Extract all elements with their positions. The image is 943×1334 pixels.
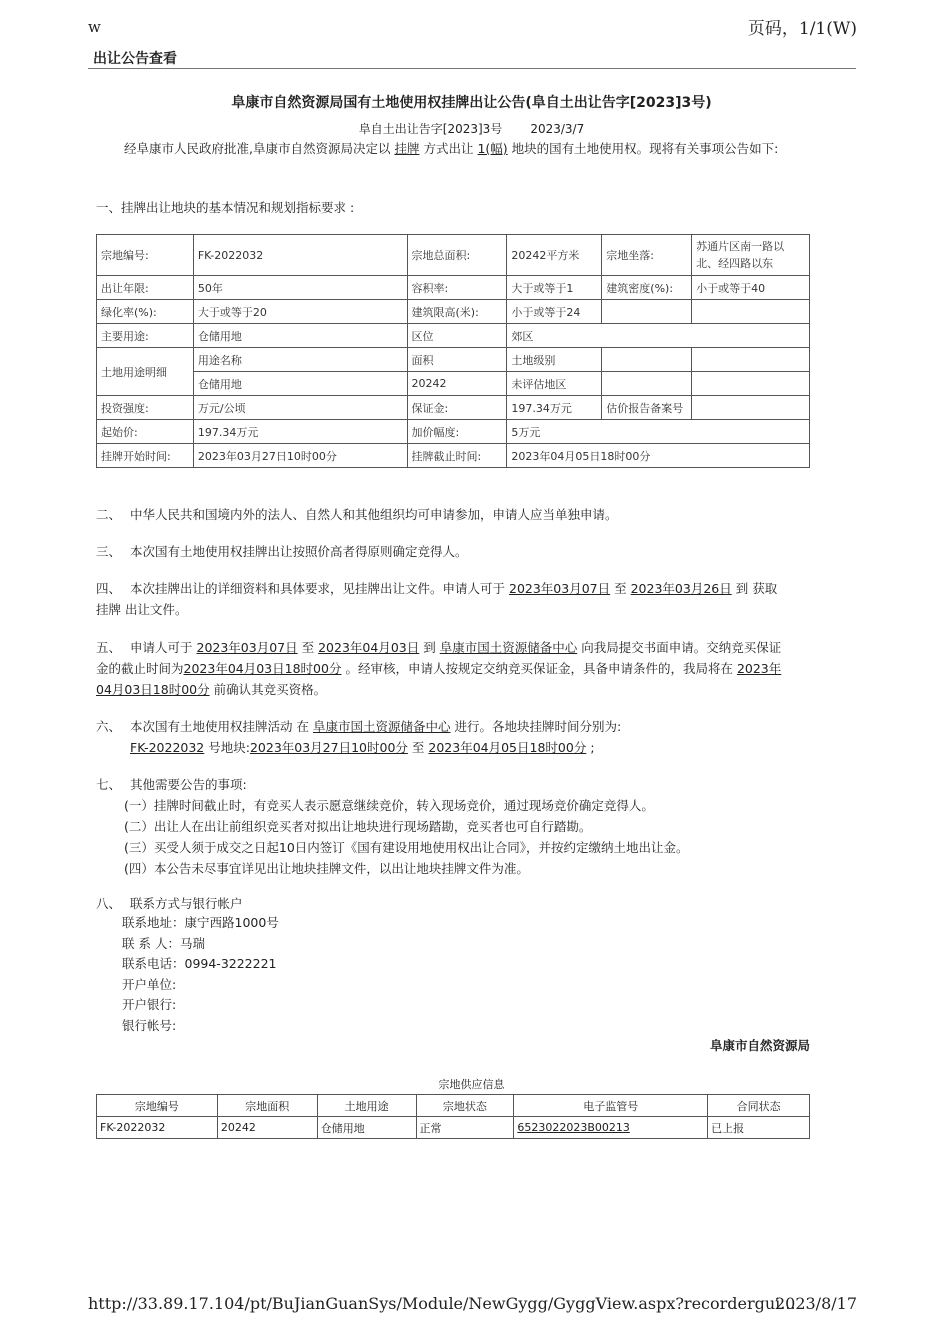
section-text: 到 [423, 640, 436, 655]
bank-name: 开户银行: [122, 997, 177, 1012]
section-text: 联系方式与银行帐户 [130, 896, 243, 911]
parcel-code: FK-2022032 [130, 740, 205, 755]
column-header: 宗地面积 [217, 1095, 317, 1117]
intro-text: 经阜康市人民政府批准,阜康市自然资源局决定以 [124, 141, 391, 156]
intro-text: 方式出让 [423, 141, 474, 156]
footer-date: 2023/8/17 [774, 1294, 857, 1313]
section-7 [96, 774, 810, 879]
table-cell: 宗地坐落: [602, 235, 692, 276]
table-cell: 20242 [407, 372, 507, 396]
section-text: 前确认其竞买资格。 [213, 682, 327, 697]
document-date: 2023/3/7 [530, 122, 585, 136]
table-cell: 未评估地区 [507, 372, 602, 396]
section-text: 金的截止时间为 [96, 661, 184, 676]
table-cell: 估价报告备案号 [602, 396, 692, 420]
table-cell: 2023年03月27日10时00分 [193, 444, 407, 468]
table-cell [602, 300, 692, 324]
section-number: 二、 [96, 507, 122, 522]
parcel-count: 1(幅) [477, 141, 508, 156]
section-text: 到 获取 [735, 581, 778, 596]
section-2 [96, 504, 810, 525]
column-header: 宗地状态 [416, 1095, 514, 1117]
document-code: 阜自土出让告字[2023]3号 [358, 122, 503, 136]
date-value: 2023年 [736, 661, 782, 676]
table-cell: 小于或等于40 [692, 276, 810, 300]
table-row [97, 348, 810, 372]
table-cell [692, 372, 810, 396]
w-mark: w [88, 18, 101, 36]
contact-phone: 联系电话：0994-3222221 [122, 956, 277, 971]
table-cell: 保证金: [407, 396, 507, 420]
section-text: 至 [411, 740, 425, 755]
issuer-signature: 阜康市自然资源局 [709, 1038, 810, 1053]
location-value: 阜康市国土资源储备中心 [439, 640, 578, 655]
table-cell: 50年 [193, 276, 407, 300]
table-cell: 出让年限: [97, 276, 194, 300]
table-cell: FK-2022032 [193, 235, 407, 276]
section-text: 其他需要公告的事项: [130, 777, 247, 792]
section-text: ; [590, 740, 595, 755]
table-cell [692, 348, 810, 372]
table-cell: 挂牌开始时间: [97, 444, 194, 468]
header-divider [88, 68, 856, 69]
table-cell: 大于或等于20 [193, 300, 407, 324]
section-text: 号地块: [208, 740, 250, 755]
section-text: 至 [301, 640, 315, 655]
table-cell [692, 300, 810, 324]
table-cell: 仓储用地 [317, 1117, 416, 1139]
table-cell: 197.34万元 [193, 420, 407, 444]
table-cell: 主要用途: [97, 324, 194, 348]
table-cell: 5万元 [507, 420, 810, 444]
section-number: 三、 [96, 544, 122, 559]
section-text: 本次国有土地使用权挂牌活动 在 [130, 719, 309, 734]
table-cell: 土地级别 [507, 348, 602, 372]
table-row [97, 444, 810, 468]
table-cell: 容积率: [407, 276, 507, 300]
table-cell: 土地用途明细 [97, 348, 194, 396]
table-cell: FK-2022032 [97, 1117, 218, 1139]
contact-address: 联系地址：康宁西路1000号 [122, 915, 279, 930]
supply-table-caption: 宗地供应信息 [438, 1078, 505, 1091]
intro-paragraph [96, 138, 808, 160]
section-3 [96, 541, 810, 562]
table-row [97, 300, 810, 324]
section-text: 向我局提交书面申请。交纳竞买保证 [581, 640, 782, 655]
section-text: 申请人可于 [130, 640, 193, 655]
table-cell: 仓储用地 [193, 372, 407, 396]
table-cell: 大于或等于1 [507, 276, 602, 300]
page-number: 页码，1/1(W) [747, 19, 857, 39]
table-cell: 郊区 [507, 324, 810, 348]
list-item: (四）本公告未尽事宜详见出让地块挂牌文件，以出让地块挂牌文件为准。 [124, 861, 529, 876]
date-value: 04月03日18时00分 [96, 682, 210, 697]
parcel-info-table [96, 234, 810, 468]
table-cell: 区位 [407, 324, 507, 348]
contact-block [122, 913, 279, 1036]
section-number: 四、 [96, 581, 122, 596]
transfer-method: 挂牌 [394, 141, 420, 156]
table-cell: 绿化率(%): [97, 300, 194, 324]
bank-account: 银行帐号: [122, 1017, 177, 1033]
table-cell [602, 348, 692, 372]
section-6 [96, 716, 810, 758]
section-text: 本次挂牌出让的详细资料和具体要求，见挂牌出让文件。申请人可于 [130, 581, 506, 596]
table-cell: 20242 [217, 1117, 317, 1139]
section-text: 进行。各地块挂牌时间分别为: [454, 719, 622, 734]
section-text: 中华人民共和国境内外的法人、自然人和其他组织均可申请参加，申请人应当单独申请。 [130, 507, 618, 522]
table-row [97, 276, 810, 300]
section-number: 八、 [96, 896, 122, 911]
column-header: 合同状态 [708, 1095, 810, 1117]
table-cell: 用途名称 [193, 348, 407, 372]
table-cell [602, 372, 692, 396]
section-number: 六、 [96, 719, 122, 734]
column-header: 电子监管号 [514, 1095, 708, 1117]
document-code-line [0, 120, 943, 137]
table-cell: 万元/公顷 [193, 396, 407, 420]
table-cell: 仓储用地 [193, 324, 407, 348]
table-cell: 建筑限高(米): [407, 300, 507, 324]
section-text: 本次国有土地使用权挂牌出让按照价高者得原则确定竞得人。 [130, 544, 468, 559]
table-cell: 20242平方米 [507, 235, 602, 276]
supply-info-table [96, 1094, 810, 1139]
table-row [97, 1117, 810, 1139]
table-row [97, 372, 810, 396]
table-cell: 挂牌截止时间: [407, 444, 507, 468]
table-cell: 面积 [407, 348, 507, 372]
section-text: 。经审核，申请人按规定交纳竞买保证金，具备申请条件的，我局将在 [345, 661, 733, 676]
section-4 [96, 578, 810, 620]
view-title: 出让公告查看 [93, 51, 177, 67]
table-cell: 投资强度: [97, 396, 194, 420]
date-value: 2023年04月05日18时00分 [428, 740, 587, 755]
footer-url: http://33.89.17.104/pt/BuJianGuanSys/Module/NewGygg/GyggView.aspx?recordergui... [88, 1294, 796, 1313]
column-header: 宗地编号 [97, 1095, 218, 1117]
list-item: (三）买受人须于成交之日起10日内签订《国有建设用地使用权出让合同》，并按约定缴纳土地出让金。 [124, 840, 689, 855]
table-cell: 宗地编号: [97, 235, 194, 276]
date-value: 2023年03月26日 [630, 581, 732, 596]
section-number: 七、 [96, 777, 122, 792]
section-5 [96, 637, 810, 700]
section-1-title: 一、挂牌出让地块的基本情况和规划指标要求 : [96, 200, 355, 215]
table-cell: 宗地总面积: [407, 235, 507, 276]
bank-unit: 开户单位: [122, 976, 177, 992]
intro-text: 地块的国有土地使用权。现将有关事项公告如下: [511, 141, 779, 156]
table-row [97, 324, 810, 348]
section-8 [96, 893, 810, 914]
table-cell: 已上报 [708, 1117, 810, 1139]
date-value: 2023年03月07日 [509, 581, 611, 596]
table-cell: 加价幅度: [407, 420, 507, 444]
section-number: 五、 [96, 640, 122, 655]
table-cell: 197.34万元 [507, 396, 602, 420]
document-title: 阜康市自然资源局国有土地使用权挂牌出让公告(阜自土出让告字[2023]3号) [231, 95, 712, 111]
supervision-number-link[interactable]: 6523022023B00213 [514, 1117, 708, 1139]
table-cell: 起始价: [97, 420, 194, 444]
table-cell: 正常 [416, 1117, 514, 1139]
contact-person: 联 系 人：马瑞 [122, 935, 205, 951]
list-item: (二）出让人在出让前组织竞买者对拟出让地块进行现场踏勘，竞买者也可自行踏勘。 [124, 819, 592, 834]
list-item: (一）挂牌时间截止时，有竞买人表示愿意继续竞价，转入现场竞价，通过现场竞价确定竞得人。 [124, 798, 654, 813]
table-cell: 建筑密度(%): [602, 276, 692, 300]
table-row [97, 420, 810, 444]
table-cell [692, 396, 810, 420]
table-cell: 2023年04月05日18时00分 [507, 444, 810, 468]
table-cell: 小于或等于24 [507, 300, 602, 324]
column-header: 土地用途 [317, 1095, 416, 1117]
date-value: 2023年04月03日 [318, 640, 420, 655]
location-value: 阜康市国土资源储备中心 [312, 719, 451, 734]
table-row [97, 235, 810, 276]
table-cell: 苏通片区南一路以北、经四路以东 [692, 235, 810, 276]
table-row [97, 396, 810, 420]
date-value: 2023年04月03日18时00分 [183, 661, 342, 676]
table-header-row [97, 1095, 810, 1117]
date-value: 2023年03月27日10时00分 [249, 740, 408, 755]
section-text: 挂牌 出让文件。 [96, 602, 188, 617]
date-value: 2023年03月07日 [196, 640, 298, 655]
section-text: 至 [614, 581, 627, 596]
